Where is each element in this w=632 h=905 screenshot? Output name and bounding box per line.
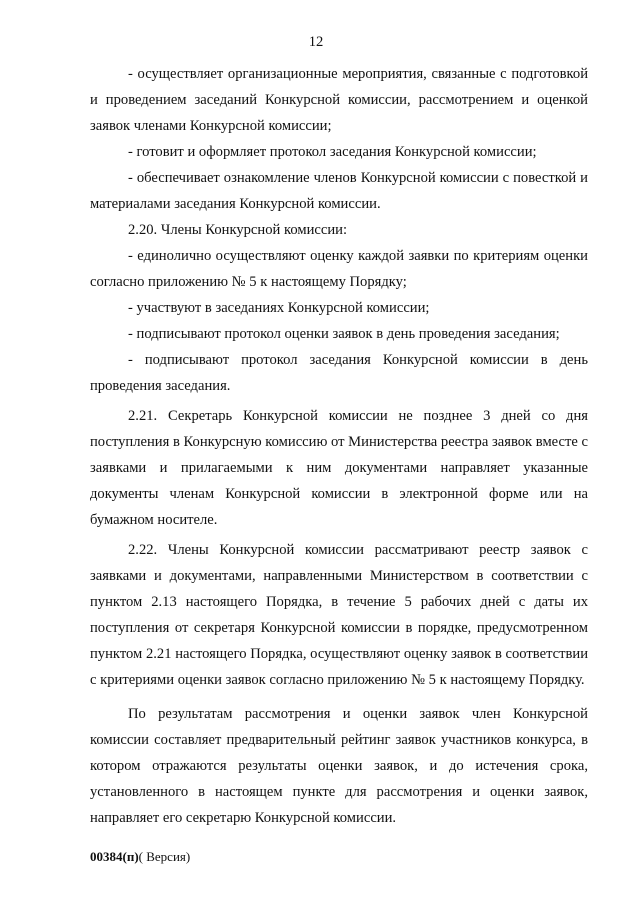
page-number: 12 [308, 34, 324, 50]
paragraph-section-2-22: 2.22. Члены Конкурсной комиссии рассматривают реестр заявок с заявками и документами, направленными Министерством в соответствии с пунктом 2.13 настоящего Порядка, в течение 5 рабочих дней с даты их поступления от секретаря Конкурсной комиссии в порядке, предусмотренном пунктом 2.21 настоящего Порядка, осуществляют оценку заявок в соответствии с критериями оценки заявок согласно приложению № 5 к настоящему Порядку. [90, 542, 588, 688]
paragraph-section-2-21: 2.21. Секретарь Конкурсной комиссии не позднее 3 дней со дня поступления в Конкурсную комиссию от Министерства реестра заявок вместе с заявками и прилагаемыми к ним документами направляет указанные документы членам Конкурсной комиссии в электронной форме или на бумажном носителе. [90, 408, 588, 528]
paragraph-organizational-measures: - осуществляет организационные мероприятия, связанные с подготовкой и проведением заседаний Конкурсной комиссии, рассмотрением и оценкой заявок членами Конкурсной комиссии; [90, 66, 588, 134]
document-footer [90, 849, 190, 865]
paragraph-section-2-20: 2.20. Члены Конкурсной комиссии: [128, 222, 348, 238]
paragraph-individual-assessment: - единолично осуществляют оценку каждой заявки по критериям оценки согласно приложению № 5 к настоящему Порядку; [90, 248, 588, 290]
document-version: ( Версия) [138, 849, 191, 864]
paragraph-sign-meeting-protocol: - подписывают протокол заседания Конкурсной комиссии в день проведения заседания. [90, 352, 588, 394]
paragraph-sign-assessment-protocol: - подписывают протокол оценки заявок в день проведения заседания; [128, 326, 560, 342]
document-code: 00384(п) [90, 849, 139, 864]
paragraph-prepares-protocol: - готовит и оформляет протокол заседания Конкурсной комиссии; [128, 144, 537, 160]
document-body [90, 61, 588, 831]
paragraph-ensures-familiarization: - обеспечивает ознакомление членов Конкурсной комиссии с повесткой и материалами заседания Конкурсной комиссии. [90, 170, 588, 212]
paragraph-preliminary-rating: По результатам рассмотрения и оценки заявок член Конкурсной комиссии составляет предварительный рейтинг заявок участников конкурса, в котором отражаются результаты оценки заявок, и до истечения срока, установленного в настоящем пункте для рассмотрения и оценки заявок, направляет его секретарю Конкурсной комиссии. [90, 706, 588, 826]
paragraph-participate-meetings: - участвуют в заседаниях Конкурсной комиссии; [128, 300, 430, 316]
